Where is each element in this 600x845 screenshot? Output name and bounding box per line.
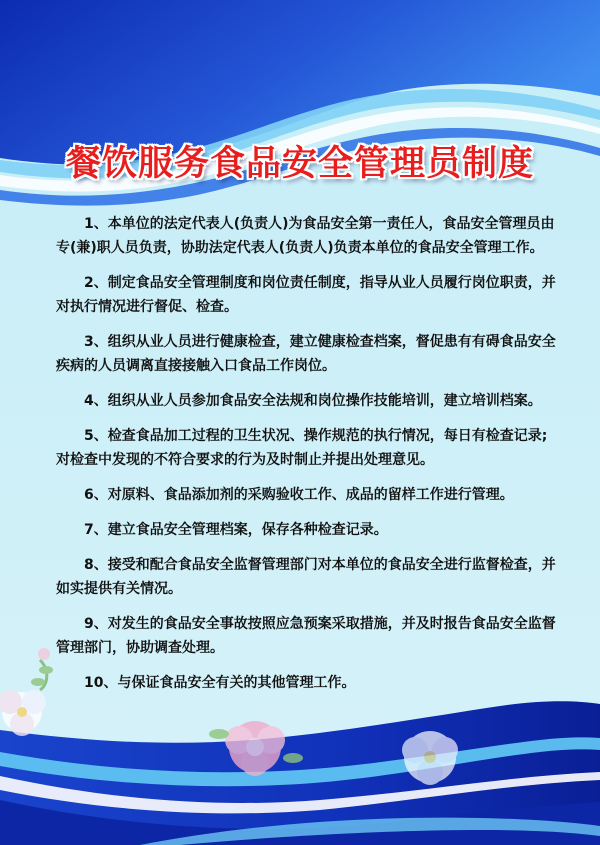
rule-item: 4、组织从业人员参加食品安全法规和岗位操作技能培训，建立培训档案。 — [84, 393, 542, 409]
rule-item: 9、对发生的食品安全事故按照应急预案采取措施，并及时报告食品安全监督管理部门，协助调查处理。 — [56, 616, 556, 656]
rules-list — [56, 212, 556, 706]
rule-item: 1、本单位的法定代表人(负责人)为食品安全第一责任人，食品安全管理员由专(兼)职人员负责，协助法定代表人(负责人)负责本单位的食品安全管理工作。 — [56, 216, 555, 256]
flower-right-icon — [385, 722, 475, 792]
flower-center-icon — [205, 712, 305, 782]
rule-item: 8、接受和配合食品安全监督管理部门对本单位的食品安全进行监督检查，并如实提供有关情况。 — [56, 557, 556, 597]
rule-item: 2、制定食品安全管理制度和岗位责任制度，指导从业人员履行岗位职责，并对执行情况进行督促、检查。 — [56, 275, 556, 315]
page-title: 餐饮服务食品安全管理员制度 — [65, 144, 534, 184]
rule-item: 6、对原料、食品添加剂的采购验收工作、成品的留样工作进行管理。 — [84, 487, 514, 503]
rule-item: 5、检查食品加工过程的卫生状况、操作规范的执行情况，每日有检查记录;对检查中发现的不符合要求的行为及时制止并提出处理意见。 — [56, 428, 548, 468]
rule-item: 7、建立食品安全管理档案，保存各种检查记录。 — [84, 522, 388, 538]
rule-item: 10、与保证食品安全有关的其他管理工作。 — [84, 675, 356, 691]
rule-item: 3、组织从业人员进行健康检查，建立健康检查档案，督促患有有碍食品安全疾病的人员调离直接接触入口食品工作岗位。 — [56, 334, 556, 374]
